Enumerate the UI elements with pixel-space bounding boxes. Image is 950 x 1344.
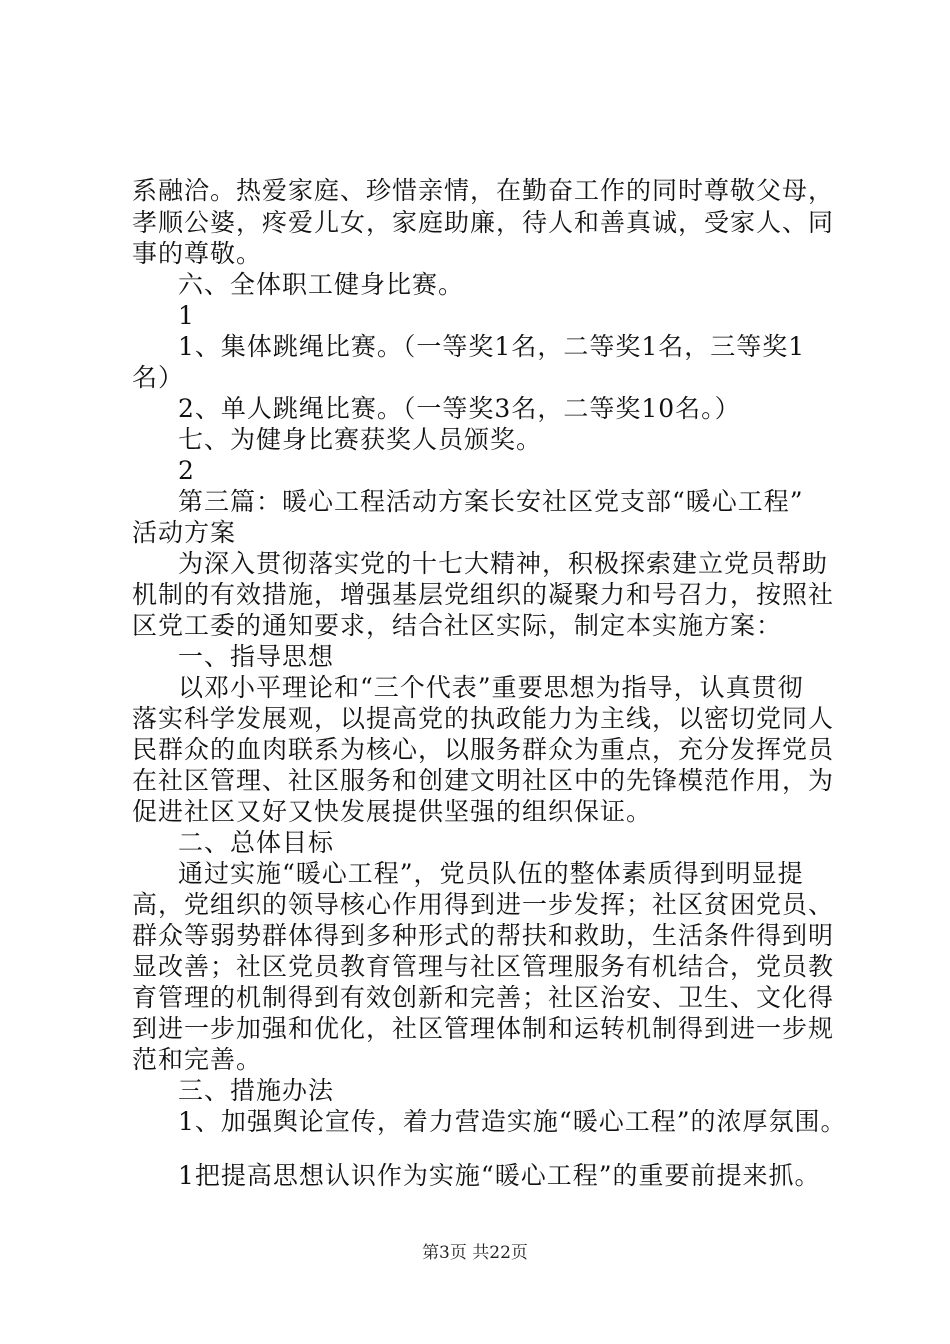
text-line: 为深入贯彻落实党的十七大精神，积极探索建立党员帮助 [178,549,829,578]
text-line: 显改善；社区党员教育管理与社区管理服务有机结合，党员教 [132,952,835,981]
text-line: 到进一步加强和优化，社区管理体制和运转机制得到进一步规 [132,1014,835,1043]
text-line: 系融洽。热爱家庭、珍惜亲情，在勤奋工作的同时尊敬父母， [132,176,835,205]
text-line: 落实科学发展观，以提高党的执政能力为主线，以密切党同人 [132,704,835,733]
chapter-title-continued: 活动方案 [132,518,237,547]
text-line: 事的尊敬。 [132,239,263,268]
text-line: 民群众的血肉联系为核心，以服务群众为重点，充分发挥党员 [132,735,835,764]
section-heading: 三、措施办法 [178,1076,335,1105]
page-footer: 第3页 共22页 [422,1243,528,1263]
text-line: 1、集体跳绳比赛。（一等奖1名，二等奖1名，三等奖1 [178,332,806,361]
text-line: 1、加强舆论宣传，着力营造实施“暖心工程”的浓厚氛围。 [178,1107,847,1136]
section-heading: 二、总体目标 [178,828,335,857]
text-line: 以邓小平理论和“三个代表”重要思想为指导，认真贯彻 [178,673,804,702]
text-line: 2、单人跳绳比赛。（一等奖3名，二等奖10名。） [178,394,741,423]
text-line: 名） [132,363,185,392]
text-line: 促进社区又好又快发展提供坚强的组织保证。 [132,797,653,826]
text-line: 高，党组织的领导核心作用得到进一步发挥；社区贫困党员、 [132,890,835,919]
text-line: 1把提高思想认识作为实施“暖心工程”的重要前提来抓。 [178,1161,821,1190]
text-line: 孝顺公婆，疼爱儿女，家庭助廉，待人和善真诚，受家人、同 [132,208,835,237]
text-line: 机制的有效措施，增强基层党组织的凝聚力和号召力，按照社 [132,580,835,609]
section-heading: 一、指导思想 [178,642,335,671]
text-line: 通过实施“暖心工程”，党员队伍的整体素质得到明显提 [178,859,804,888]
text-line: 育管理的机制得到有效创新和完善；社区治安、卫生、文化得 [132,983,835,1012]
page-number-marker: 2 [178,456,195,485]
text-line: 范和完善。 [132,1045,263,1074]
text-line: 在社区管理、社区服务和创建文明社区中的先锋模范作用，为 [132,766,835,795]
text-line: 群众等弱势群体得到多种形式的帮扶和救助，生活条件得到明 [132,921,835,950]
section-heading: 六、全体职工健身比赛。 [178,270,465,299]
page-number-marker: 1 [178,301,195,330]
text-line: 区党工委的通知要求，结合社区实际，制定本实施方案： [132,611,783,640]
chapter-title: 第三篇：暖心工程活动方案长安社区党支部“暖心工程” [178,487,804,516]
section-heading: 七、为健身比赛获奖人员颁奖。 [178,425,543,454]
